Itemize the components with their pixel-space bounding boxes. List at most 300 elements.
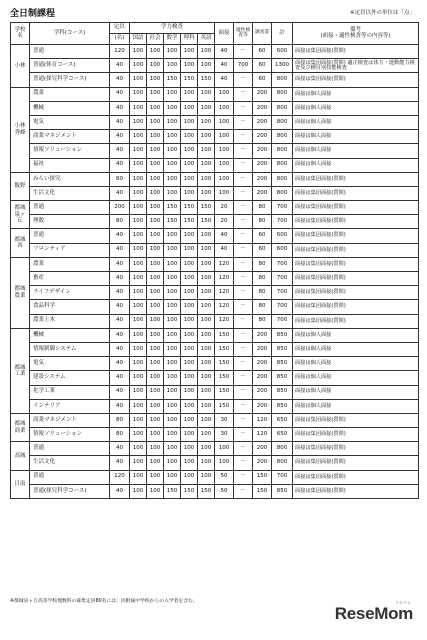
report-cell: 150 <box>253 470 272 484</box>
remarks-cell: 面接は集団面接(質問) <box>293 45 419 59</box>
subject-score-cell: 100 <box>130 172 147 186</box>
total-cell: 800 <box>272 172 293 186</box>
subject-score-cell: 100 <box>130 144 147 158</box>
subject-score-cell: 100 <box>181 186 198 200</box>
capacity-cell: 40 <box>110 286 130 300</box>
capacity-cell: 40 <box>110 314 130 328</box>
school-name-cell: 小林 <box>11 45 30 88</box>
report-cell: 200 <box>253 456 272 470</box>
subject-score-cell: 100 <box>198 186 215 200</box>
school-name-cell: 都城泉ヶ丘 <box>11 201 30 229</box>
remarks-cell: 面接は個人面接 <box>293 101 419 115</box>
interview-cell: 100 <box>215 158 234 172</box>
capacity-cell: 40 <box>110 158 130 172</box>
total-cell: 650 <box>272 428 293 442</box>
interview-cell: 100 <box>215 144 234 158</box>
aptitude-cell: － <box>234 158 253 172</box>
report-cell: 200 <box>253 158 272 172</box>
subject-score-cell: 100 <box>181 286 198 300</box>
interview-cell: 50 <box>215 484 234 498</box>
total-cell: 800 <box>272 144 293 158</box>
aptitude-cell: － <box>234 300 253 314</box>
subject-score-cell: 100 <box>164 101 181 115</box>
course-cell: 農業 <box>30 87 110 101</box>
course-cell: 電気 <box>30 357 110 371</box>
capacity-cell: 40 <box>110 101 130 115</box>
course-cell: ライフデザイン <box>30 286 110 300</box>
table-row <box>11 186 419 200</box>
subject-score-cell: 100 <box>130 442 147 456</box>
course-cell: 農業 <box>30 257 110 271</box>
unit-note: ※定員以外の単位は「点」 <box>349 10 415 16</box>
table-row <box>11 243 419 257</box>
subject-score-cell: 100 <box>130 314 147 328</box>
subject-score-cell: 150 <box>181 215 198 229</box>
subject-score-cell: 100 <box>147 59 164 73</box>
subject-score-cell: 100 <box>147 399 164 413</box>
subject-score-cell: 150 <box>198 201 215 215</box>
remarks-cell: 面接は集団面接(質問) <box>293 286 419 300</box>
subject-score-cell: 100 <box>164 385 181 399</box>
remarks-cell: 面接は集団面接(質問) <box>293 413 419 427</box>
subject-score-cell: 100 <box>198 357 215 371</box>
total-cell: 800 <box>272 456 293 470</box>
interview-cell: 30 <box>215 428 234 442</box>
subject-score-cell: 150 <box>164 73 181 87</box>
capacity-cell: 80 <box>110 215 130 229</box>
total-cell: 800 <box>272 130 293 144</box>
subject-score-cell: 100 <box>147 87 164 101</box>
subject-score-cell: 100 <box>164 470 181 484</box>
interview-cell: 100 <box>215 130 234 144</box>
remarks-cell: 面接は集団面接(質問) <box>293 257 419 271</box>
subject-score-cell: 100 <box>130 371 147 385</box>
course-cell: 機械 <box>30 328 110 342</box>
subject-score-cell: 100 <box>164 229 181 243</box>
subject-score-cell: 100 <box>147 101 164 115</box>
subject-score-cell: 150 <box>181 484 198 498</box>
aptitude-cell: － <box>234 413 253 427</box>
total-cell: 700 <box>272 300 293 314</box>
header-academic: 学力検査 <box>130 23 215 34</box>
remarks-cell: 面接は個人面接 <box>293 399 419 413</box>
remarks-cell: 面接は集団面接(質問) 適正検査は体力・運動能力検査及び種目別技能検査 <box>293 59 419 73</box>
aptitude-cell: － <box>234 257 253 271</box>
course-cell: 普通 <box>30 470 110 484</box>
capacity-cell: 40 <box>110 87 130 101</box>
subject-score-cell: 100 <box>130 385 147 399</box>
remarks-cell: 面接は集団面接(質問) <box>293 442 419 456</box>
capacity-cell: 40 <box>110 357 130 371</box>
capacity-cell: 40 <box>110 186 130 200</box>
capacity-cell: 120 <box>110 470 130 484</box>
subject-score-cell: 100 <box>130 243 147 257</box>
subject-score-cell: 100 <box>198 470 215 484</box>
interview-cell: 120 <box>215 314 234 328</box>
remarks-subtitle: (面接・適性検査等の内容等) <box>320 32 391 39</box>
subject-score-cell: 100 <box>181 342 198 356</box>
capacity-cell: 40 <box>110 484 130 498</box>
total-cell: 800 <box>272 115 293 129</box>
subject-score-cell: 100 <box>147 243 164 257</box>
capacity-cell: 40 <box>110 115 130 129</box>
total-cell: 800 <box>272 158 293 172</box>
subject-score-cell: 100 <box>147 314 164 328</box>
subject-score-cell: 100 <box>181 371 198 385</box>
table-row <box>11 328 419 342</box>
header-subject: 国語 <box>130 34 147 45</box>
subject-score-cell: 100 <box>130 257 147 271</box>
subject-score-cell: 100 <box>198 87 215 101</box>
remarks-cell: 面接は集団面接(質問) <box>293 300 419 314</box>
remarks-cell: 面接は個人面接 <box>293 130 419 144</box>
subject-score-cell: 100 <box>147 172 164 186</box>
aptitude-cell: － <box>234 172 253 186</box>
total-cell: 800 <box>272 73 293 87</box>
subject-score-cell: 100 <box>198 144 215 158</box>
subject-score-cell: 100 <box>198 229 215 243</box>
header-subject: 社会 <box>147 34 164 45</box>
table-row <box>11 144 419 158</box>
interview-cell: 20 <box>215 215 234 229</box>
subject-score-cell: 100 <box>147 342 164 356</box>
subject-score-cell: 100 <box>181 314 198 328</box>
subject-score-cell: 100 <box>130 201 147 215</box>
aptitude-cell: － <box>234 456 253 470</box>
course-cell: フロンティア <box>30 243 110 257</box>
subject-score-cell: 100 <box>181 357 198 371</box>
subject-score-cell: 100 <box>164 456 181 470</box>
course-cell: 生活文化 <box>30 456 110 470</box>
total-cell: 850 <box>272 328 293 342</box>
remarks-cell: 面接は集団面接(質問) <box>293 172 419 186</box>
report-cell: 200 <box>253 130 272 144</box>
report-cell: 200 <box>253 328 272 342</box>
aptitude-cell: － <box>234 385 253 399</box>
remarks-cell: 面接は集団面接(質問) <box>293 484 419 498</box>
aptitude-cell: － <box>234 371 253 385</box>
subject-score-cell: 100 <box>181 442 198 456</box>
course-cell: 理数 <box>30 215 110 229</box>
report-cell: 80 <box>253 314 272 328</box>
table-row <box>11 484 419 498</box>
capacity-cell: 40 <box>110 59 130 73</box>
subject-score-cell: 100 <box>130 470 147 484</box>
subject-score-cell: 100 <box>164 371 181 385</box>
table-row <box>11 428 419 442</box>
course-cell: 機械 <box>30 101 110 115</box>
total-cell: 850 <box>272 399 293 413</box>
table-row <box>11 300 419 314</box>
remarks-cell: 面接は集団面接(質問) <box>293 314 419 328</box>
report-cell: 80 <box>253 215 272 229</box>
aptitude-cell: － <box>234 229 253 243</box>
subject-score-cell: 100 <box>147 158 164 172</box>
remarks-cell: 面接は集団面接(質問) <box>293 201 419 215</box>
capacity-cell: 40 <box>110 73 130 87</box>
capacity-cell: 40 <box>110 130 130 144</box>
aptitude-cell: － <box>234 342 253 356</box>
table-row <box>11 399 419 413</box>
course-cell: 農業土木 <box>30 314 110 328</box>
capacity-cell: 200 <box>110 201 130 215</box>
table-row <box>11 172 419 186</box>
subject-score-cell: 100 <box>130 286 147 300</box>
total-cell: 600 <box>272 45 293 59</box>
school-name-cell: 高城 <box>11 442 30 470</box>
capacity-cell: 40 <box>110 229 130 243</box>
aptitude-cell: － <box>234 130 253 144</box>
capacity-cell: 40 <box>110 257 130 271</box>
subject-score-cell: 100 <box>130 87 147 101</box>
report-cell: 80 <box>253 300 272 314</box>
capacity-cell: 40 <box>110 144 130 158</box>
subject-score-cell: 100 <box>198 371 215 385</box>
remarks-cell: 面接は個人面接 <box>293 144 419 158</box>
subject-score-cell: 100 <box>147 115 164 129</box>
exam-table <box>10 22 419 499</box>
report-cell: 200 <box>253 115 272 129</box>
report-cell: 60 <box>253 59 272 73</box>
subject-score-cell: 100 <box>181 87 198 101</box>
table-row <box>11 201 419 215</box>
total-cell: 700 <box>272 257 293 271</box>
subject-score-cell: 100 <box>198 399 215 413</box>
subject-score-cell: 100 <box>181 45 198 59</box>
subject-score-cell: 100 <box>198 243 215 257</box>
subject-score-cell: 100 <box>147 357 164 371</box>
report-cell: 60 <box>253 229 272 243</box>
table-row <box>11 385 419 399</box>
report-cell: 200 <box>253 87 272 101</box>
subject-score-cell: 150 <box>164 484 181 498</box>
subject-score-cell: 100 <box>147 413 164 427</box>
interview-cell: 150 <box>215 385 234 399</box>
report-cell: 80 <box>253 286 272 300</box>
capacity-cell: 80 <box>110 413 130 427</box>
total-cell: 700 <box>272 272 293 286</box>
total-cell: 1300 <box>272 59 293 73</box>
aptitude-cell: － <box>234 428 253 442</box>
subject-score-cell: 100 <box>164 300 181 314</box>
subject-score-cell: 100 <box>198 286 215 300</box>
subject-score-cell: 100 <box>198 172 215 186</box>
subject-score-cell: 100 <box>130 342 147 356</box>
table-row <box>11 456 419 470</box>
interview-cell: 100 <box>215 186 234 200</box>
table-row <box>11 257 419 271</box>
course-cell: 商業マネジメント <box>30 130 110 144</box>
table-row <box>11 158 419 172</box>
interview-cell: 100 <box>215 172 234 186</box>
subject-score-cell: 100 <box>198 442 215 456</box>
table-row <box>11 59 419 73</box>
interview-cell: 50 <box>215 470 234 484</box>
interview-cell: 150 <box>215 328 234 342</box>
aptitude-cell: － <box>234 484 253 498</box>
capacity-cell: 40 <box>110 385 130 399</box>
aptitude-cell: － <box>234 442 253 456</box>
aptitude-cell: － <box>234 314 253 328</box>
course-cell: 情報制御システム <box>30 342 110 356</box>
interview-cell: 100 <box>215 442 234 456</box>
remarks-cell: 面接は集団面接(質問) <box>293 215 419 229</box>
remarks-cell: 面接は個人面接 <box>293 371 419 385</box>
subject-score-cell: 100 <box>181 385 198 399</box>
subject-score-cell: 100 <box>181 272 198 286</box>
subject-score-cell: 100 <box>147 144 164 158</box>
subject-score-cell: 100 <box>198 456 215 470</box>
interview-cell: 120 <box>215 257 234 271</box>
total-cell: 700 <box>272 201 293 215</box>
subject-score-cell: 100 <box>130 215 147 229</box>
aptitude-cell: － <box>234 101 253 115</box>
course-cell: インテリア <box>30 399 110 413</box>
aptitude-cell: － <box>234 201 253 215</box>
report-cell: 80 <box>253 201 272 215</box>
subject-score-cell: 150 <box>164 215 181 229</box>
subject-score-cell: 100 <box>164 59 181 73</box>
subject-score-cell: 100 <box>147 456 164 470</box>
subject-score-cell: 100 <box>164 314 181 328</box>
remarks-cell: 面接は個人面接 <box>293 357 419 371</box>
capacity-cell: 40 <box>110 399 130 413</box>
report-cell: 120 <box>253 413 272 427</box>
subject-score-cell: 100 <box>198 428 215 442</box>
total-cell: 700 <box>272 470 293 484</box>
subject-score-cell: 100 <box>198 158 215 172</box>
report-cell: 60 <box>253 45 272 59</box>
remarks-cell: 面接は個人面接 <box>293 385 419 399</box>
school-name-cell: 都城農業 <box>11 257 30 328</box>
subject-score-cell: 100 <box>130 130 147 144</box>
report-cell: 200 <box>253 442 272 456</box>
table-row <box>11 272 419 286</box>
interview-cell: 40 <box>215 45 234 59</box>
subject-score-cell: 100 <box>147 300 164 314</box>
table-row <box>11 371 419 385</box>
aptitude-cell: － <box>234 186 253 200</box>
total-cell: 850 <box>272 342 293 356</box>
subject-score-cell: 100 <box>198 413 215 427</box>
subject-score-cell: 100 <box>164 115 181 129</box>
interview-cell: 120 <box>215 286 234 300</box>
subject-score-cell: 100 <box>130 158 147 172</box>
resemom-logo: ReseMom <box>334 604 413 623</box>
aptitude-cell: － <box>234 272 253 286</box>
subject-score-cell: 100 <box>164 442 181 456</box>
header-capacity-unit: (名) <box>110 34 130 45</box>
subject-score-cell: 150 <box>198 73 215 87</box>
table-row <box>11 442 419 456</box>
subject-score-cell: 100 <box>147 286 164 300</box>
subject-score-cell: 100 <box>147 45 164 59</box>
school-name-cell: 飯野 <box>11 172 30 200</box>
report-cell: 200 <box>253 385 272 399</box>
interview-cell: 100 <box>215 456 234 470</box>
subject-score-cell: 100 <box>181 413 198 427</box>
interview-cell: 100 <box>215 101 234 115</box>
capacity-cell: 40 <box>110 342 130 356</box>
header-school: 学校名 <box>11 23 30 45</box>
capacity-cell: 80 <box>110 172 130 186</box>
report-cell: 60 <box>253 243 272 257</box>
interview-cell: 150 <box>215 371 234 385</box>
interview-cell: 100 <box>215 87 234 101</box>
subject-score-cell: 100 <box>130 428 147 442</box>
subject-score-cell: 100 <box>164 186 181 200</box>
remarks-title: 備考 <box>350 27 362 33</box>
total-cell: 650 <box>272 413 293 427</box>
subject-score-cell: 100 <box>164 328 181 342</box>
capacity-cell: 40 <box>110 272 130 286</box>
header-subject: 理科 <box>181 34 198 45</box>
course-cell: 食品科学 <box>30 300 110 314</box>
remarks-cell: 面接は個人面接 <box>293 158 419 172</box>
table-row <box>11 87 419 101</box>
school-name-cell: 小林秀峰 <box>11 87 30 172</box>
subject-score-cell: 100 <box>130 399 147 413</box>
remarks-cell: 面接は個人面接 <box>293 115 419 129</box>
interview-cell: 150 <box>215 342 234 356</box>
aptitude-cell: － <box>234 87 253 101</box>
subject-score-cell: 100 <box>164 243 181 257</box>
remarks-cell: 面接は集団面接(質問) <box>293 470 419 484</box>
report-cell: 200 <box>253 172 272 186</box>
table-row <box>11 101 419 115</box>
capacity-cell: 40 <box>110 243 130 257</box>
remarks-cell: 面接は集団面接(質問) <box>293 73 419 87</box>
subject-score-cell: 150 <box>198 215 215 229</box>
subject-score-cell: 100 <box>181 328 198 342</box>
subject-score-cell: 150 <box>198 484 215 498</box>
table-row <box>11 215 419 229</box>
subject-score-cell: 100 <box>130 413 147 427</box>
subject-score-cell: 100 <box>130 115 147 129</box>
remarks-cell: 面接は個人面接 <box>293 87 419 101</box>
course-cell: 生活文化 <box>30 186 110 200</box>
capacity-cell: 40 <box>110 328 130 342</box>
subject-score-cell: 100 <box>181 158 198 172</box>
subject-score-cell: 100 <box>147 470 164 484</box>
table-row <box>11 470 419 484</box>
total-cell: 800 <box>272 442 293 456</box>
course-cell: 化学工業 <box>30 385 110 399</box>
course-cell: 商業マネジメント <box>30 413 110 427</box>
header-interview: 面接 <box>215 23 234 45</box>
subject-score-cell: 100 <box>198 314 215 328</box>
course-cell: 福祉 <box>30 158 110 172</box>
table-row <box>11 342 419 356</box>
interview-cell: 30 <box>215 413 234 427</box>
course-cell: 畜産 <box>30 272 110 286</box>
subject-score-cell: 100 <box>147 257 164 271</box>
total-cell: 800 <box>272 186 293 200</box>
remarks-cell: 面接は集団面接(質問) <box>293 272 419 286</box>
header-course: 学科(コース) <box>30 23 110 45</box>
total-cell: 850 <box>272 371 293 385</box>
subject-score-cell: 150 <box>181 201 198 215</box>
course-cell: 普通 <box>30 442 110 456</box>
remarks-cell: 面接は個人面接 <box>293 328 419 342</box>
course-cell: 普通(体育コース) <box>30 59 110 73</box>
subject-score-cell: 100 <box>198 328 215 342</box>
subject-score-cell: 100 <box>147 201 164 215</box>
subject-score-cell: 100 <box>130 45 147 59</box>
subject-score-cell: 100 <box>147 428 164 442</box>
table-row <box>11 130 419 144</box>
subject-score-cell: 100 <box>198 272 215 286</box>
